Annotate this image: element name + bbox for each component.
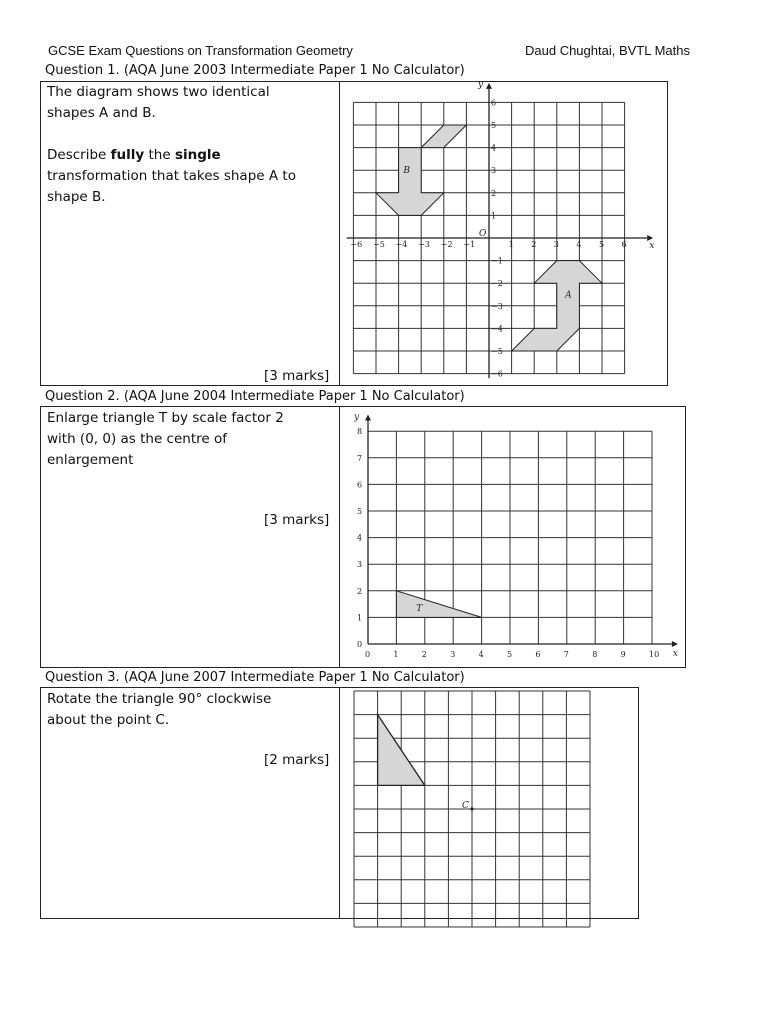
question-2-title: Question 2. (AQA June 2004 Intermediate Paper 1 No Calculator)	[45, 389, 465, 404]
shape-a-label: A	[565, 290, 572, 301]
q2-x-tick-label: 1	[393, 650, 399, 659]
q2-x-tick-label: 7	[563, 650, 569, 659]
q1-line-4: transformation that takes shape A to	[47, 168, 296, 184]
q1-x-label: x	[649, 241, 655, 251]
q1-line-2: shapes A and B.	[47, 105, 156, 121]
q1-y-label: y	[478, 79, 484, 90]
q2-y-label: y	[354, 412, 360, 423]
q1-y-tick-label: 1	[491, 211, 497, 221]
q1-y-tick-label: −3	[491, 301, 503, 311]
q2-y-tick-label: 6	[357, 480, 363, 490]
q2-x-tick-label: 5	[507, 650, 513, 659]
q2-y-tick-label: 3	[357, 560, 363, 570]
q2-y-tick-label: 1	[357, 613, 363, 623]
q2-y-tick-label: 4	[357, 533, 363, 543]
point-c-label: C	[462, 801, 469, 811]
q1-y-tick-label: 2	[491, 188, 497, 198]
q1-line-1: The diagram shows two identical	[47, 84, 270, 100]
q1-y-tick-label: 6	[491, 98, 497, 108]
question-1-marks: [3 marks]	[264, 368, 330, 384]
q1-x-tick-label: 3	[553, 240, 559, 249]
q2-line-1: Enlarge triangle T by scale factor 2	[47, 410, 284, 426]
q1-x-tick-label: 1	[508, 240, 514, 249]
q1-x-tick-label: 4	[576, 240, 582, 249]
q2-x-tick-label: 2	[421, 650, 427, 659]
q2-x-tick-label: 0	[365, 650, 371, 659]
question-1-title: Question 1. (AQA June 2003 Intermediate Paper 1 No Calculator)	[45, 63, 465, 78]
shape-b-label: B	[403, 166, 411, 177]
q2-x-tick-label: 8	[592, 650, 598, 659]
point-c	[470, 807, 473, 810]
q1-line-5: shape B.	[47, 189, 106, 205]
q1-x-tick-label: −3	[418, 240, 430, 249]
q2-x-tick-label: 3	[450, 650, 456, 659]
q1-x-tick-label: −6	[350, 240, 363, 249]
q2-y-tick-label: 5	[357, 507, 363, 516]
q2-x-tick-label: 10	[649, 650, 660, 659]
document-author: Daud Chughtai, BVTL Maths	[525, 43, 690, 58]
question-3-title: Question 3. (AQA June 2007 Intermediate Paper 1 No Calculator)	[45, 670, 465, 685]
q2-y-tick-label: 2	[357, 586, 363, 596]
q1-x-tick-label: −4	[395, 240, 408, 249]
q1-single: single	[174, 147, 221, 163]
q1-fully: fully	[110, 147, 145, 163]
q2-line-2: with (0, 0) as the centre of	[47, 431, 228, 447]
q1-line-3: Describe fully the single	[47, 147, 221, 163]
q1-origin-label: O	[479, 229, 487, 239]
question-2-marks: [3 marks]	[264, 512, 330, 528]
q2-x-tick-label: 4	[478, 650, 484, 659]
q2-y-tick-label: 7	[357, 453, 363, 463]
question-3-marks: [2 marks]	[264, 752, 330, 768]
triangle-t-label: T	[416, 604, 423, 615]
q3-line-2: about the point C.	[47, 712, 170, 728]
q2-x-label: x	[672, 649, 678, 659]
q1-y-tick-label: −1	[491, 256, 503, 266]
q1-y-tick-label: 3	[491, 166, 497, 176]
q2-x-tick-label: 6	[535, 650, 541, 659]
q1-x-tick-label: 5	[599, 240, 605, 249]
q1-x-tick-label: −2	[440, 240, 453, 249]
q1-x-tick-label: 6	[621, 240, 627, 249]
q2-y-tick-label: 0	[357, 640, 363, 649]
q3-line-1: Rotate the triangle 90° clockwise	[47, 691, 272, 707]
document-title: GCSE Exam Questions on Transformation Geometry	[48, 43, 353, 58]
q2-x-tick-label: 9	[620, 650, 626, 659]
q1-y-tick-label: 5	[491, 121, 497, 130]
q2-y-tick-label: 8	[357, 427, 363, 437]
q1-x-tick-label: 2	[531, 240, 537, 249]
q1-y-tick-label: −4	[491, 324, 503, 334]
q2-line-3: enlargement	[47, 452, 134, 468]
q1-y-tick-label: −6	[491, 369, 503, 379]
q1-x-tick-label: −1	[463, 240, 476, 249]
q1-y-tick-label: −5	[491, 347, 503, 356]
q1-y-tick-label: −2	[491, 279, 503, 289]
q1-y-tick-label: 4	[491, 143, 497, 153]
q1-x-tick-label: −5	[373, 240, 385, 249]
